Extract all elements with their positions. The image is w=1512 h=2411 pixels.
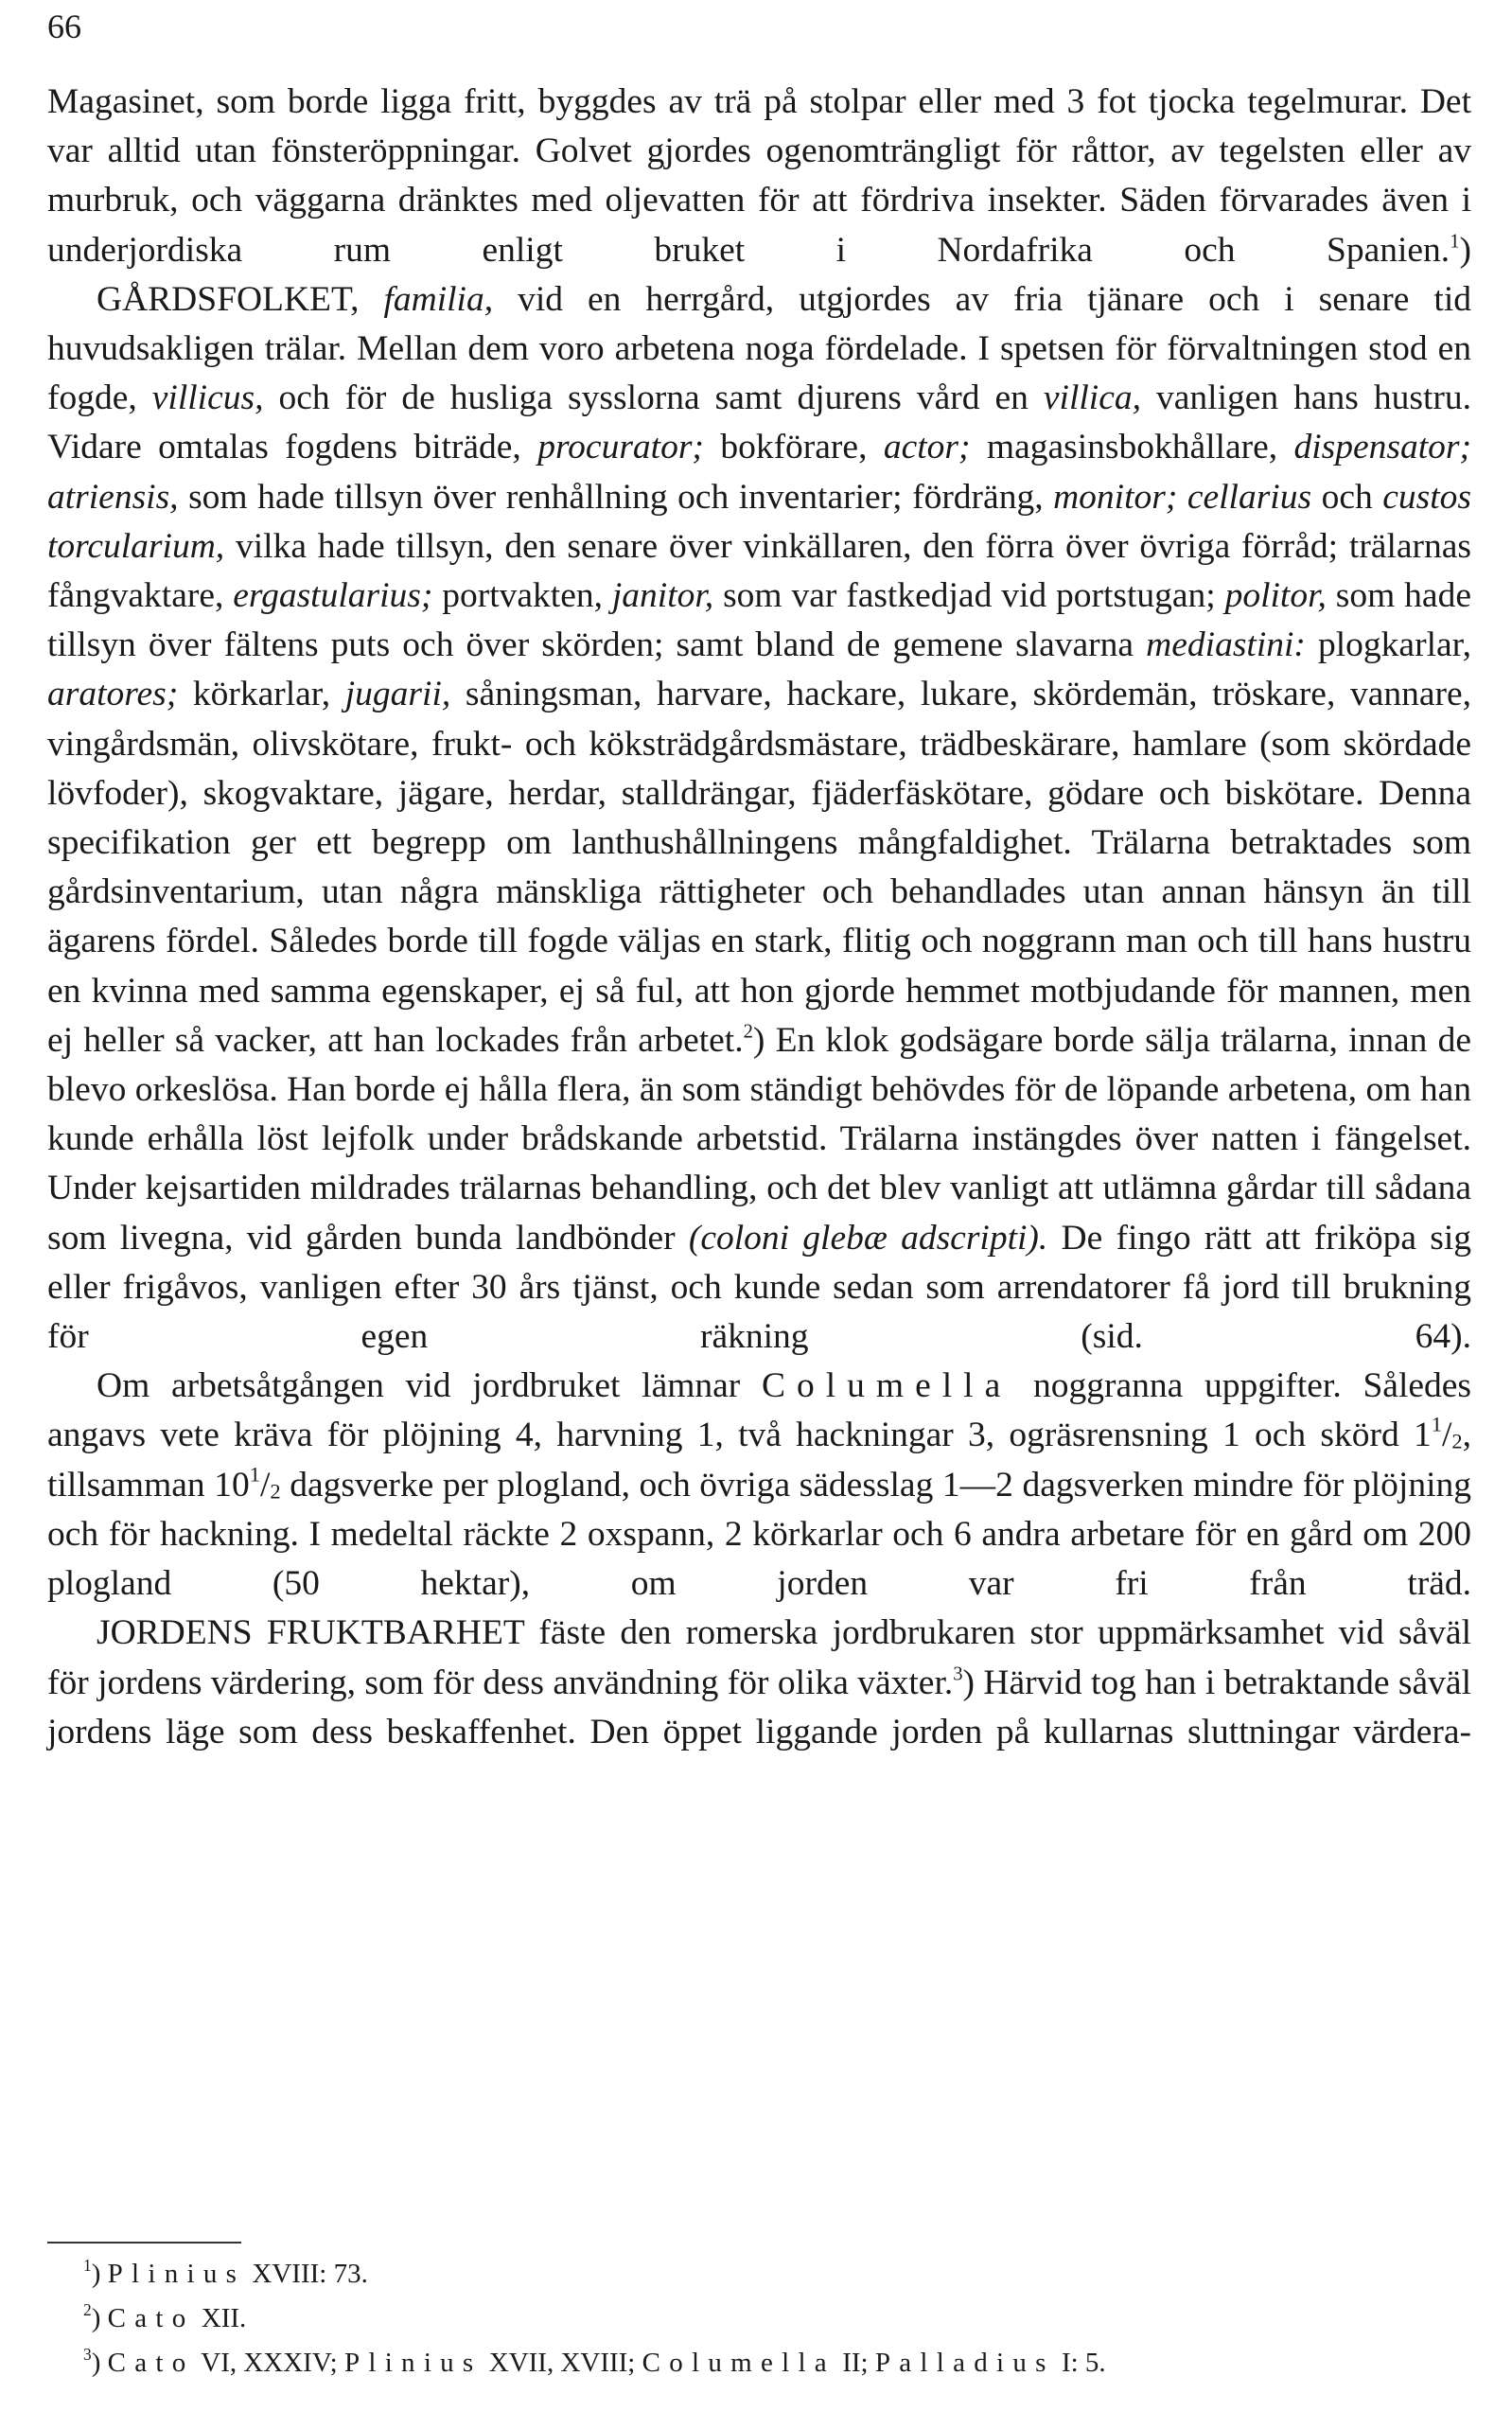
paragraph-magasinet: Magasinet, som borde ligga fritt, byggdes av trä på stolpar eller med 3 fot tjocka tegelmurar. Det var alltid utan fönsteröppningar. Golvet gjordes ogenomträngligt för råttor, av tegelsten eller av murbruk, och väggarna dränktes med oljevatten för att fördriva insekter. Säden förvarades även i underjordiska rum enligt bruket i Nordafrika och Spanien.$^1$) — [47, 82, 1471, 270]
fraction-one-and-half: $1^1/_2$ — [1413, 1412, 1463, 1455]
footnote-2: $^2$) Cato XII. — [83, 2299, 247, 2333]
paragraph-gardsfolket: GÅRDSFOLKET, familia, vid en herrgård, utgjordes av fria tjänare och i senare tid huvudsakligen trälar. Mellan dem voro arbetena noga fördelade. I spetsen för förvaltningen stod en fogde, villicus, och för de husliga sysslorna samt djurens vård en villica, vanligen hans hustru. Vidare omtalas fogdens biträde, procurator; bokförare, actor; magasinsbokhållare, dispensator; atriensis, som hade tillsyn över renhållning och inventarier; fördräng, monitor; cellarius och custos torcularium, vilka hade tillsyn, den senare över vinkällaren, den förra över övriga förråd; trälarnas fångvaktare, ergastularius; portvakten, janitor, som var fastkedjad vid portstugan; politor, som hade tillsyn över fältens puts och över skörden; samt bland de gemene slavarna mediastini: plogkarlar, aratores; körkarlar, jugarii, såningsman, harvare, hackare, lukare, skördemän, tröskare, vannare, vingårdsmän, olivskötare, frukt- och köksträdgårdsmästare, trädbeskärare, hamlare (som skördade lövfoder), skogvaktare, jägare, herdar, stalldrängar, fjäderfäskötare, gödare och biskötare. Denna specifikation ger ett begrepp om lanthushållningens mångfaldighet. Trälarna betraktades som gårdsinventarium, utan några mänskliga rättigheter och behandlades utan annan hänsyn än till ägarens fördel. Således borde till fogde väljas en stark, flitig och noggrann man och till hans hustru en kvinna med samma egenskaper, ej så ful, att hon gjorde hemmet motbjudande för mannen, men ej heller så vacker, att han lockades från arbetet.$^2$) En klok godsägare borde sälja trälarna, innan de blevo orkeslösa. Han borde ej hålla flera, än som ständigt behövdes för de löpande arbetena, om han kunde erhålla löst lejfolk under brådskande arbetstid. Trälarna instängdes över natten i fängelset. Under kejsartiden mildrades trälarnas behandling, och det blev vanligt att utlämna gårdar till sådana som livegna, vid gården bunda landbönder (coloni glebæ adscripti). De fingo rätt att friköpa sig eller frigåvos, vanligen efter 30 års tjänst, och kunde sedan som arrendatorer få jord till brukning för egen räkning (sid. 64). — [47, 279, 1472, 1357]
footnote-divider — [47, 2242, 241, 2244]
footnote-1: $^1$) Plinius XVIII: 73. — [83, 2255, 368, 2289]
footnotes — [83, 2252, 1465, 2385]
paragraph-jordens-fruktbarhet: JORDENS FRUKTBARHET fäste den romerska jordbrukaren stor uppmärksamhet vid såväl för jordens värdering, som för dess användning för olika växter.$^3$) Härvid tog han i betraktande såväl jordens läge som dess beskaffenhet. Den öppet liggande jorden på kullarnas sluttningar värdera- — [47, 1613, 1471, 1751]
footnote-ref-3: 3 — [953, 1663, 963, 1685]
body-text — [47, 78, 1471, 1757]
author-name: Columella — [762, 1366, 1012, 1406]
fraction-ten-and-half: $10^1/_2$ — [214, 1461, 281, 1505]
page-number: 66 — [47, 8, 81, 45]
footnote-ref-1: 1 — [1450, 231, 1460, 253]
footnote-ref-2: 2 — [743, 1021, 753, 1043]
footnote-3: $^3$) Cato VI, XXXIV; Plinius XVII, XVIII; Columella II; Palladius I: 5. — [83, 2344, 1106, 2378]
paragraph-arbetsatgangen: Om arbetsåtgången vid jordbruket lämnar Columella noggranna uppgifter. Således angavs vete kräva för plöjning 4, harvning 1, två hackningar 3, ogräsrensning 1 och skörd $1^1/_2$, tillsamman $10^1/_2$ dagsverke per plogland, och övriga sädesslag 1—2 dagsverken mindre för plöjning och för hackning. I medeltal räckte 2 oxspann, 2 körkarlar och 6 andra arbetare för en gård om 200 plogland (50 hektar), om jorden var fri från träd. — [47, 1366, 1471, 1604]
